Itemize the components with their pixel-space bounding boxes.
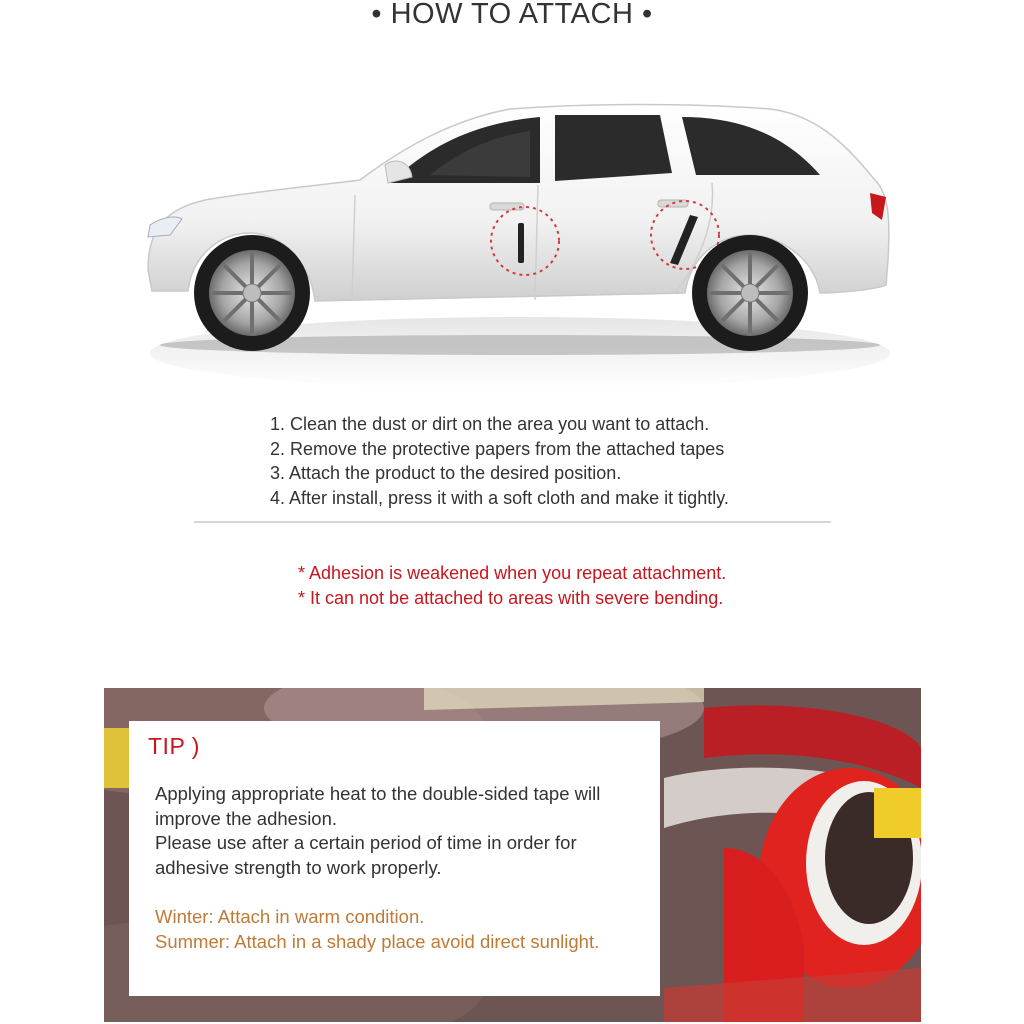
step-item: 2. Remove the protective papers from the attached tapes <box>270 438 725 459</box>
season-item-winter: Winter: Attach in warm condition. <box>155 906 425 927</box>
car-image <box>130 95 910 395</box>
tip-line: improve the adhesion. <box>155 807 338 829</box>
warning-notes <box>298 561 726 610</box>
tip-title: TIP ) <box>148 733 200 759</box>
car-illustration <box>130 95 910 395</box>
step-item: 4. After install, press it with a soft cloth and make it tightly. <box>270 487 729 508</box>
tip-season-notes <box>155 905 599 954</box>
warning-item: * It can not be attached to areas with severe bending. <box>298 587 724 608</box>
tip-line: Applying appropriate heat to the double-sided tape will <box>155 783 601 804</box>
tip-body <box>155 782 645 880</box>
tip-line: adhesive strength to work properly. <box>155 856 442 878</box>
season-item-summer: Summer: Attach in a shady place avoid direct sunlight. <box>155 930 600 952</box>
page-title: • HOW TO ATTACH • <box>371 0 653 30</box>
warning-item: * Adhesion is weakened when you repeat attachment. <box>298 563 727 583</box>
step-item: 3. Attach the product to the desired position. <box>270 463 622 483</box>
section-divider <box>194 521 831 523</box>
instruction-steps <box>270 412 729 510</box>
step-item: 1. Clean the dust or dirt on the area you want to attach. <box>270 414 710 434</box>
tip-line: Please use after a certain period of time in order for <box>155 832 577 853</box>
